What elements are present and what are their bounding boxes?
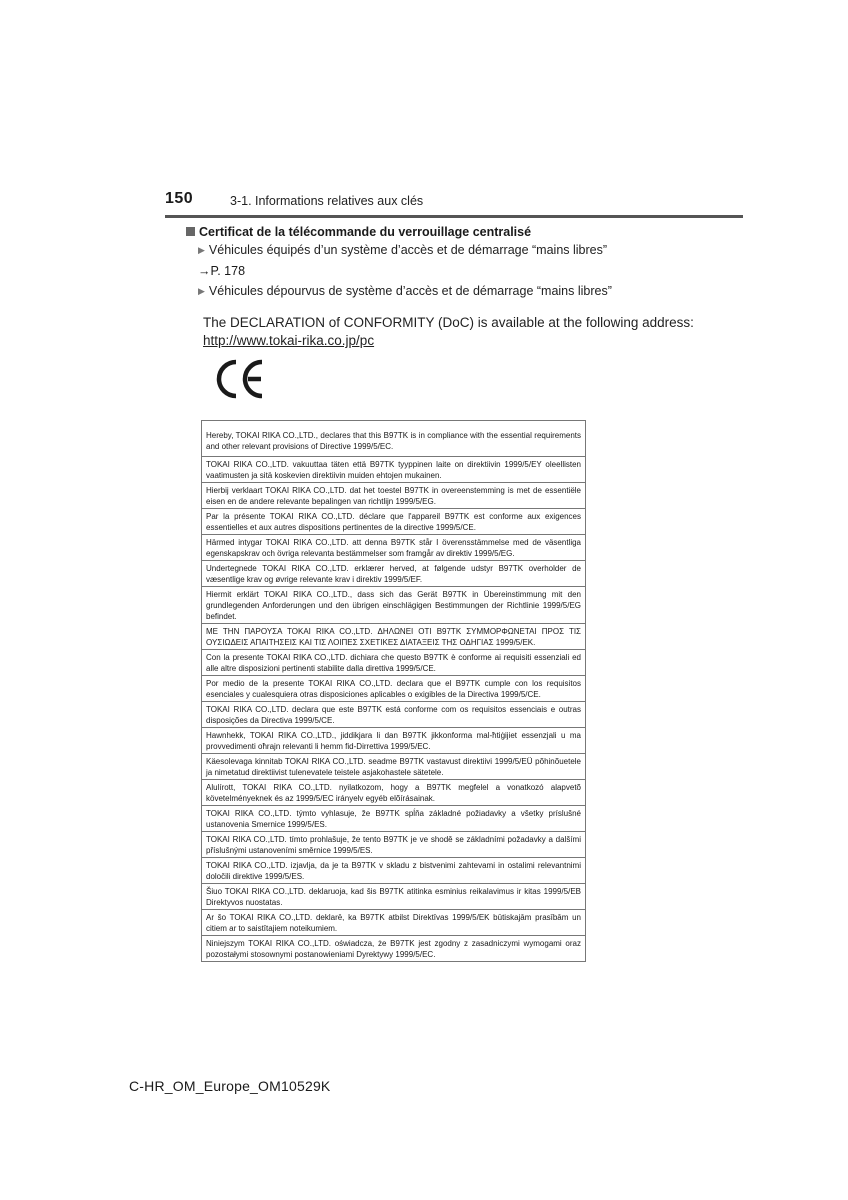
declaration-cell: Hiermit erklärt TOKAI RIKA CO.,LTD., dass sich das Gerät B97TK in Übereinstimmung mit den grundlegenden Anforderungen und den übrigen einschlägigen Bestimmungen der Richtlinie 1999/5/EG befindet.: [202, 586, 585, 623]
triangle-bullet-icon: ▶: [198, 245, 205, 255]
declaration-cell: Šiuo TOKAI RIKA CO.,LTD. deklaruoja, kad šis B97TK atitinka esminius reikalavimus ir kitas 1999/5/EB Direktyvos nuostatas.: [202, 883, 585, 909]
triangle-bullet-icon: ▶: [198, 286, 205, 296]
declaration-cell: Ar šo TOKAI RIKA CO.,LTD. deklarē, ka B97TK atbilst Direktīvas 1999/5/EK būtiskajām prasībām un citiem ar to saistītajiem noteikumiem.: [202, 909, 585, 935]
declaration-cell: TOKAI RIKA CO.,LTD. týmto vyhlasuje, že B97TK spĺňa základné požiadavky a všetky príslušné ustanovenia Smernice 1999/5/ES.: [202, 805, 585, 831]
declaration-cell: Hawnhekk, TOKAI RIKA CO.,LTD., jiddikjara li dan B97TK jikkonforma mal-ħtiġijiet essenzjali u ma provvedimenti oħrajn relevanti li hemm fid-Dirrettiva 1999/5/EC.: [202, 727, 585, 753]
declaration-cell: Undertegnede TOKAI RIKA CO.,LTD. erklærer herved, at følgende udstyr B97TK overholder de væsentlige krav og øvrige relevante krav i direktiv 1999/5/EF.: [202, 560, 585, 586]
square-bullet-icon: [186, 227, 195, 236]
declaration-table: [201, 420, 586, 962]
doc-statement: The DECLARATION of CONFORMITY (DoC) is available at the following address:: [203, 315, 694, 330]
heading-text: Certificat de la télécommande du verrouillage centralisé: [199, 225, 532, 239]
declaration-cell: TOKAI RIKA CO.,LTD. vakuuttaa täten että B97TK tyyppinen laite on direktiivin 1999/5/EY oleellisten vaatimusten ja sitä koskevien direktiivin muiden ehtojen mukainen.: [202, 456, 585, 482]
bullet-smart-entry: [198, 243, 607, 257]
header-rule: [165, 215, 743, 218]
section-title: 3-1. Informations relatives aux clés: [230, 194, 424, 208]
declaration-cell: Hereby, TOKAI RIKA CO.,LTD., declares that this B97TK is in compliance with the essential requirements and other relevant provisions of Directive 1999/5/EC.: [206, 431, 581, 451]
declaration-cell: Con la presente TOKAI RIKA CO.,LTD. dichiara che questo B97TK è conforme ai requisiti essenziali ed alle altre disposizioni pertinenti stabilite dalla direttiva 1999/5/CE.: [202, 649, 585, 675]
footer-code: C-HR_OM_Europe_OM10529K: [129, 1078, 331, 1094]
declaration-cell: Por medio de la presente TOKAI RIKA CO.,LTD. declara que el B97TK cumple con los requisitos esenciales y cualesquiera otras disposiciones aplicables o exigibles de la Directiva 1999/5/CE.: [202, 675, 585, 701]
certificate-heading: [186, 225, 531, 239]
bullet-no-smart-entry: [198, 284, 612, 298]
declaration-cell: Hierbij verklaart TOKAI RIKA CO.,LTD. dat het toestel B97TK in overeenstemming is met de essentiële eisen en de andere relevante bepalingen van richtlijn 1999/5/EG.: [202, 482, 585, 508]
declaration-cell: TOKAI RIKA CO.,LTD. tímto prohlašuje, že tento B97TK je ve shodě se základními požadavky a dalšími příslušnými ustanoveními směrnice 1999/5/ES.: [202, 831, 585, 857]
ce-mark-icon: [214, 357, 270, 406]
declaration-cell: Niniejszym TOKAI RIKA CO.,LTD. oświadcza, że B97TK jest zgodny z zasadniczymi wymogami oraz pozostałymi stosownymi postanowieniami Dyrektywy 1999/5/EC.: [202, 935, 585, 961]
declaration-cell: ΜΕ ΤΗΝ ΠΑΡΟΥΣΑ TOKAI RIKA CO.,LTD. ΔΗΛΩΝΕΙ ΟΤΙ B97TK ΣΥΜΜΟΡΦΩΝΕΤΑΙ ΠΡΟΣ ΤΙΣ ΟΥΣΙΩΔΕΙΣ ΑΠΑΙΤΗΣΕΙΣ ΚΑΙ ΤΙΣ ΛΟΙΠΕΣ ΣΧΕΤΙΚΕΣ ΔΙΑΤΑΞΕΙΣ ΤΗΣ ΟΔΗΓΙΑΣ 1999/5/ΕΚ.: [202, 623, 585, 649]
declaration-cell: TOKAI RIKA CO.,LTD. izjavlja, da je ta B97TK v skladu z bistvenimi zahtevami in ostalimi relevantnimi določili direktive 1999/5/ES.: [202, 857, 585, 883]
declaration-cell: Härmed intygar TOKAI RIKA CO.,LTD. att denna B97TK står I överensstämmelse med de väsentliga egenskapskrav och övriga relevanta bestämmelser som framgår av direktiv 1999/5/EG.: [202, 534, 585, 560]
declaration-cell: TOKAI RIKA CO.,LTD. declara que este B97TK está conforme com os requisitos essenciais e outras disposições da Directiva 1999/5/CE.: [202, 701, 585, 727]
page-number: 150: [165, 190, 194, 207]
bullet-text: Véhicules dépourvus de système d’accès et de démarrage “mains libres”: [208, 284, 612, 298]
bullet-text: Véhicules équipés d’un système d’accès et de démarrage “mains libres”: [208, 243, 608, 257]
doc-url-link[interactable]: http://www.tokai-rika.co.jp/pc: [203, 333, 375, 348]
declaration-cell: Alulírott, TOKAI RIKA CO.,LTD. nyilatkozom, hogy a B97TK megfelel a vonatkozó alapvetõ követelményeknek és az 1999/5/EC irányelv egyéb elõírásainak.: [202, 779, 585, 805]
page-reference[interactable]: →P. 178: [198, 264, 246, 278]
declaration-cell: Par la présente TOKAI RIKA CO.,LTD. déclare que l'appareil B97TK est conforme aux exigences essentielles et aux autres dispositions pertinentes de la directive 1999/5/CE.: [202, 508, 585, 534]
declaration-cell: Käesolevaga kinnitab TOKAI RIKA CO.,LTD. seadme B97TK vastavust direktiivi 1999/5/EÜ põhinõuetele ja nimetatud direktiivist tulenevatele teistele asjakohastele sätetele.: [202, 753, 585, 779]
